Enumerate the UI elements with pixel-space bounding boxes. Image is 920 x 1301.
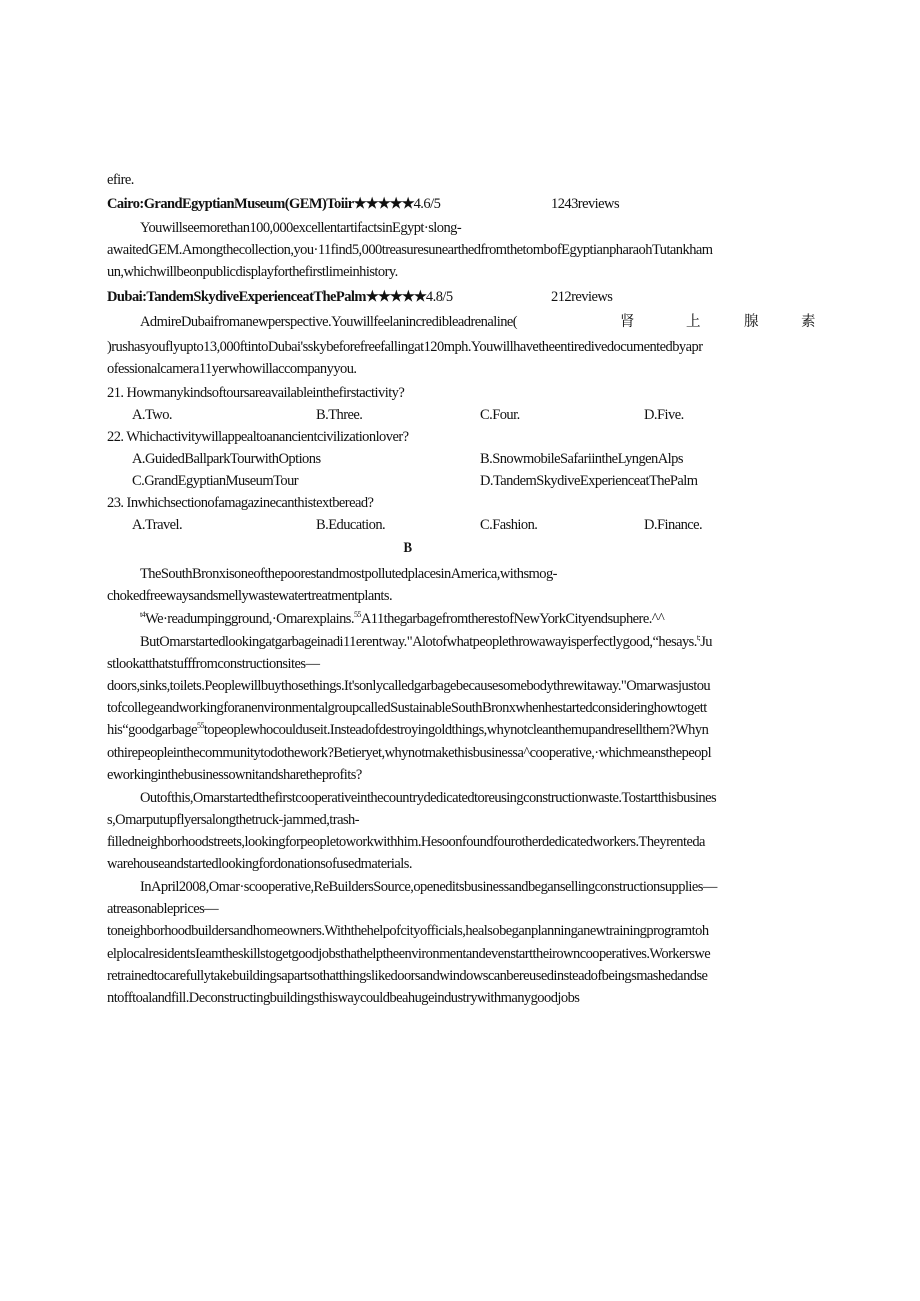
paragraph-line: awaitedGEM.Amongthecollection,you·11find5,000treasuresunearthedfromthetombofEgyptianpharaohTutankham [107, 242, 713, 258]
paragraph-line: )rushasyouflyupto13,000ftintoDubai'sskybeforefreefallingat120mph.Youwillhavetheentiredivedocumentedbyapr [107, 339, 703, 355]
paragraph-line: toneighborhoodbuildersandhomeowners.Withthehelpofcityofficials,healsobeganplanninganewtrainingprogramtoh [107, 923, 709, 939]
q23-option-a: A.Travel. [132, 517, 183, 533]
review-count: 1243reviews [551, 196, 620, 212]
paragraph-line: elplocalresidentsIeamtheskillstogetgoodjobsthathelptheenvironmentandevenstarttheirowncooperatives.Workerswe [107, 946, 711, 962]
stray-mark: t4 [140, 610, 146, 620]
q21-option-c: C.Four. [480, 407, 520, 423]
review-count: 212reviews [551, 289, 613, 305]
paragraph-line: filledneighborhoodstreets,lookingforpeopletoworkwithhim.Hesoonfoundfourotherdedicatedworkers.Theyrenteda [107, 834, 705, 850]
passage-fragment: efire. [107, 172, 134, 188]
rating-stars: ★★★★★ [365, 289, 426, 305]
rating-score: 4.8/5 [425, 289, 453, 305]
question-23-stem: 23. Inwhichsectionofamagazinecanthistextberead? [107, 495, 374, 511]
stray-mark: t; [696, 633, 701, 643]
q23-option-d: D.Finance. [644, 517, 703, 533]
paragraph-line: warehouseandstartedlookingfordonationsofusedmaterials. [107, 856, 412, 872]
question-21-stem: 21. Howmanykindsoftoursareavailableinthefirstactivity? [107, 385, 405, 401]
q23-option-c: C.Fashion. [480, 517, 538, 533]
rating-stars: ★★★★★ [353, 196, 414, 212]
chinese-gloss-1: 肾 [620, 314, 634, 330]
q23-option-b: B.Education. [316, 517, 386, 533]
chinese-gloss-3: 腺 [744, 314, 758, 330]
paragraph-line: $^{t4}$We·readumpingground,·Omarexplains.$^{55}$A11thegarbagefromtherestofNewYorkCityendsuphere.^^ [140, 610, 665, 627]
paragraph-line: othirepeopleinthecommunitytodothework?Betieryet,whynotmakethisbusinessa^cooperative,·whichmeansthepeopl [107, 745, 712, 761]
paragraph-line: Outofthis,Omarstartedthefirstcooperativeinthecountrydedicatedtoreusingconstructionwaste.Tostartthisbusines [140, 790, 717, 806]
rating-score: 4.6/5 [413, 196, 441, 212]
tour-title-dubai: Dubai:TandemSkydiveExperienceatThePalm★★★★★4.8/5 [107, 289, 453, 305]
paragraph-line: eworkinginthebusinessownitandsharetheprofits? [107, 767, 362, 783]
chinese-gloss-4: 素 [801, 314, 815, 330]
paragraph-line: tofcollegeandworkingforanenvironmentalgroupcalledSustainableSouthBronxwhenhestartedconsideringhowtogett [107, 700, 707, 716]
paragraph-line: un,whichwillbeonpublicdisplayforthefirstlimeinhistory. [107, 264, 398, 280]
tour-title-cairo: Cairo:GrandEgyptianMuseum(GEM)Toiir★★★★★4.6/5 [107, 196, 441, 212]
paragraph-line: AdmireDubaifromanewperspective.Youwillfeelanincredibleadrenaline( [140, 314, 518, 330]
q21-option-d: D.Five. [644, 407, 684, 423]
stray-mark: 55 [353, 610, 361, 620]
paragraph-line: doors,sinks,toilets.Peoplewillbuythosethings.It'sonlycalledgarbagebecausesomebodythrewitaway."Omarwasjustou [107, 678, 711, 694]
q21-option-a: A.Two. [132, 407, 172, 423]
paragraph-line: s,Omarputupflyersalongthetruck-jammed,trash- [107, 812, 360, 828]
paragraph-line: retrainedtocarefullytakebuildingsapartsothatthingslikedoorsandwindowscanbereusedinsteadofbeingsmashedandse [107, 968, 708, 984]
paragraph-line: chokedfreewaysandsmellywastewatertreatmentplants. [107, 588, 393, 604]
q22-option-a: A.GuidedBallparkTourwithOptions [132, 451, 321, 467]
paragraph-line: his“goodgarbage$^{55}$topeoplewhocoulduseit.Insteadofdestroyingoldthings,whynotcleanthemupandresellthem?Whyn [107, 721, 709, 738]
paragraph-line: ButOmarstartedlookingatgarbageinadi11erentway."Alotofwhatpeoplethrowawayisperfectlygood,“hesays.$^{t;}$Ju [140, 633, 712, 650]
stray-mark: 55 [197, 721, 204, 731]
paragraph-line: atreasonableprices— [107, 901, 219, 917]
q22-option-b: B.SnowmobileSafariintheLyngenAlps [480, 451, 683, 467]
question-22-stem: 22. Whichactivitywillappealtoanancientcivilizationlover? [107, 429, 409, 445]
paragraph-line: stlookatthatstufffromconstructionsites— [107, 656, 320, 672]
paragraph-line: ntofftoalandfill.Deconstructingbuildingsthiswaycouldbeahugeindustrywithmanygoodjobs [107, 990, 580, 1006]
paragraph-line: InApril2008,Omar·scooperative,ReBuildersSource,openeditsbusinessandbegansellingconstructionsupplies— [140, 879, 717, 895]
section-heading-b: B [403, 540, 412, 556]
q22-option-d: D.TandemSkydiveExperienceatThePalm [480, 473, 698, 489]
q21-option-b: B.Three. [316, 407, 363, 423]
paragraph-line: TheSouthBronxisoneofthepoorestandmostpollutedplacesinAmerica,withsmog- [140, 566, 557, 582]
paragraph-line: Youwillseemorethan100,000excellentartifactsinEgypt·slong- [140, 220, 462, 236]
q22-option-c: C.GrandEgyptianMuseumTour [132, 473, 299, 489]
paragraph-line: ofessionalcamera11yerwhowillaccompanyyou. [107, 361, 357, 377]
chinese-gloss-2: 上 [686, 314, 700, 330]
